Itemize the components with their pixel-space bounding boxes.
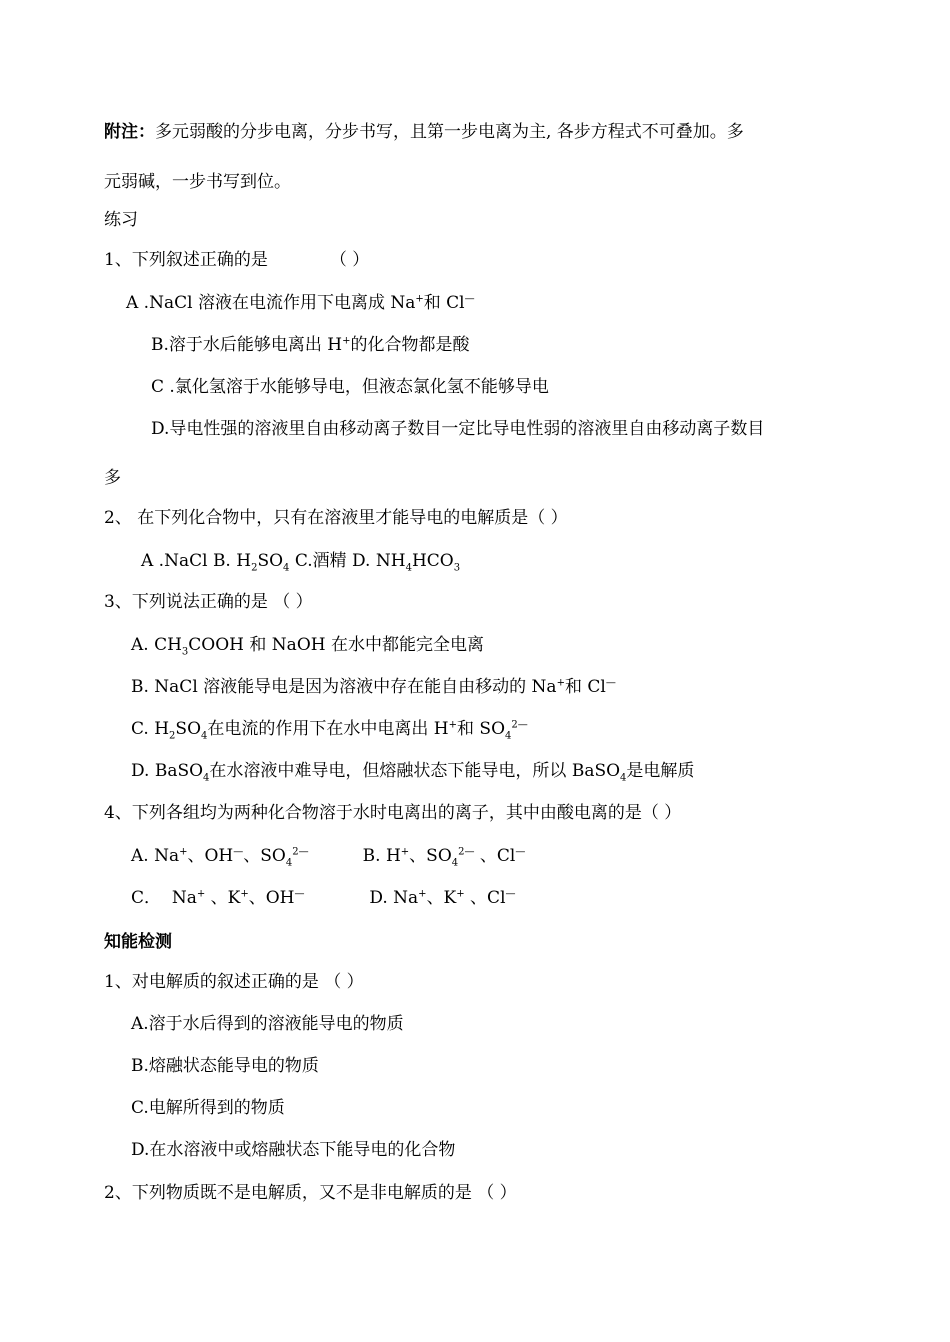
practice-q1-stem [104,249,369,271]
option-text: 在水溶液中难导电，但熔融状态下能导电，所以 BaSO [209,761,621,781]
practice-q1-option-b [151,334,470,356]
option-text: C. H [131,719,170,739]
option-text: 、SO [409,846,452,866]
practice-q1-option-a [126,292,475,314]
superscript: + [415,293,424,305]
practice-q2-options [141,550,460,572]
option-text: 和 Cl [423,293,465,313]
superscript: 2— [511,719,528,731]
question-text: 1、下列叙述正确的是 [104,250,268,270]
note-text-2: 元弱碱，一步书写到位。 [104,172,291,192]
subscript: 2 [169,730,176,742]
option-text: COOH 和 NaOH 在水中都能完全电离 [188,635,484,655]
option-text: D. Na [304,888,419,908]
subscript: 4 [405,562,412,574]
answer-paren: （ ） [329,250,370,270]
practice-q1-option-d-continued: 多 [104,468,121,488]
option-text: A .NaCl 溶液在电流作用下电离成 Na [126,293,416,313]
option-text: A. Na [131,846,180,866]
option-text: 和 SO [457,719,506,739]
superscript: + [240,888,249,900]
practice-q3-option-a [131,634,484,656]
superscript: 2— [458,846,475,858]
option-text: 在电流的作用下在水中电离出 H [207,719,449,739]
check-q2-stem: 2、下列物质既不是电解质，又不是非电解质的是 （ ） [104,1183,517,1203]
superscript: — [464,293,475,305]
superscript: + [448,719,458,731]
practice-q1-option-d: D.导电性强的溶液里自由移动离子数目一定比导电性弱的溶液里自由移动离子数目 [151,419,765,439]
superscript: + [400,846,410,858]
option-text: 是电解质 [626,761,695,781]
option-text: SO [257,551,284,571]
subscript: 4 [283,562,290,574]
subscript: 3 [181,646,189,658]
note-label: 附注 [104,122,138,142]
option-text: 、K [205,888,241,908]
practice-q4-options-cd [131,887,516,909]
option-text: 、SO [243,846,286,866]
superscript: — [294,888,305,900]
check-q1-option-d: D.在水溶液中或熔融状态下能导电的化合物 [131,1140,456,1160]
option-text: 、OH [248,888,295,908]
check-q1-option-b: B.熔融状态能导电的物质 [131,1056,319,1076]
option-text: 和 Cl [564,677,606,697]
practice-q3-option-b [131,676,616,698]
subscript: 4 [285,857,293,869]
superscript: — [505,888,516,900]
practice-q4-stem: 4、下列各组均为两种化合物溶于水时电离出的离子，其中由酸电离的是（ ） [104,803,682,823]
superscript: + [556,677,565,689]
subscript: 4 [201,730,208,742]
superscript: + [342,335,351,347]
superscript: — [233,846,244,858]
practice-q3-stem: 3、下列说法正确的是 （ ） [104,592,313,612]
check-q1-option-a: A.溶于水后得到的溶液能导电的物质 [131,1014,404,1034]
note-text-1: 多元弱酸的分步电离，分步书写，且第一步电离为主, 各步方程式不可叠加。多 [155,122,744,142]
superscript: + [418,888,427,900]
practice-q3-option-d [131,760,694,782]
subscript: 4 [451,857,459,869]
check-q1-stem: 1、对电解质的叙述正确的是 （ ） [104,972,364,992]
option-text: HCO [411,551,454,571]
superscript: 2— [292,846,309,858]
practice-q4-options-ab [131,845,525,867]
option-text: 、K [426,888,457,908]
option-text: A. CH [131,635,182,655]
superscript: + [196,888,206,900]
option-text: 、OH [187,846,234,866]
check-q1-option-c: C.电解所得到的物质 [131,1098,285,1118]
subscript: 4 [620,772,627,784]
check-heading: 知能检测 [104,932,172,952]
option-text: B. H [308,846,401,866]
note-line-2 [104,171,291,193]
option-text: C.酒精 D. NH [289,551,406,571]
superscript: + [456,888,465,900]
practice-heading: 练习 [104,210,138,230]
superscript: — [515,846,526,858]
option-text: C． Na [131,888,197,908]
option-text: 、Cl [464,888,506,908]
superscript: — [605,677,616,689]
option-text: B.溶于水后能够电离出 H [151,335,343,355]
subscript: 2 [251,562,258,574]
note-colon: ： [138,122,155,142]
practice-q1-option-c: C .氯化氢溶于水能够导电，但液态氯化氢不能够导电 [151,377,549,397]
option-text: SO [175,719,202,739]
subscript: 3 [453,562,461,574]
option-text: 、Cl [474,846,516,866]
practice-q3-option-c [131,718,528,740]
option-text: B. NaCl 溶液能导电是因为溶液中存在能自由移动的 Na [131,677,557,697]
superscript: + [179,846,188,858]
option-text: D. BaSO [131,761,204,781]
subscript: 4 [505,730,512,742]
option-text: A .NaCl B. H [141,551,252,571]
note-line-1 [104,121,744,143]
option-text: 的化合物都是酸 [350,335,470,355]
subscript: 4 [203,772,210,784]
practice-q2-stem: 2、 在下列化合物中，只有在溶液里才能导电的电解质是（ ） [104,508,568,528]
